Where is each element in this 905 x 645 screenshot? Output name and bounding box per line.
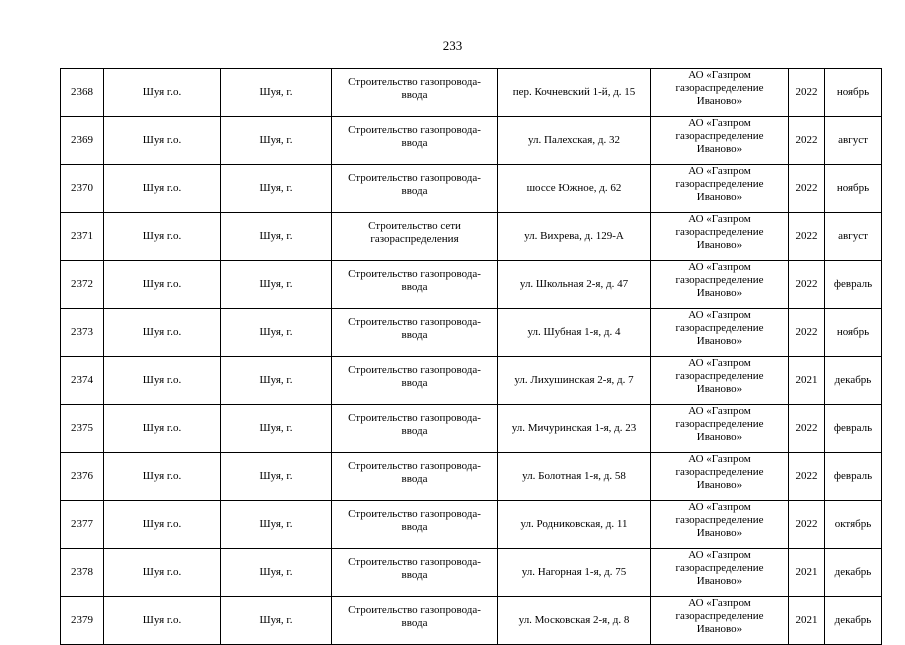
work-type-line: ввода	[401, 281, 428, 293]
row-number: 2373	[61, 309, 104, 357]
year: 2022	[789, 165, 825, 213]
organization-line: АО «Газпром	[688, 213, 751, 225]
work-type	[332, 405, 498, 453]
organization-line: газораспределение	[675, 226, 764, 238]
organization-line: АО «Газпром	[688, 405, 751, 417]
object-address: ул. Лихушинская 2-я, д. 7	[498, 357, 651, 405]
locality: Шуя, г.	[221, 597, 332, 645]
table-row	[61, 69, 882, 117]
organization-line: АО «Газпром	[688, 165, 751, 177]
municipal-district: Шуя г.о.	[104, 501, 221, 549]
month: ноябрь	[825, 165, 882, 213]
year: 2022	[789, 309, 825, 357]
locality: Шуя, г.	[221, 261, 332, 309]
organization	[651, 597, 789, 645]
year: 2021	[789, 549, 825, 597]
organization	[651, 117, 789, 165]
organization	[651, 213, 789, 261]
object-address: шоссе Южное, д. 62	[498, 165, 651, 213]
organization-line: газораспределение	[675, 562, 764, 574]
object-address: ул. Московская 2-я, д. 8	[498, 597, 651, 645]
month: ноябрь	[825, 309, 882, 357]
work-type-line: Строительство газопровода-	[348, 556, 481, 568]
organization-line: газораспределение	[675, 178, 764, 190]
row-number: 2371	[61, 213, 104, 261]
locality: Шуя, г.	[221, 117, 332, 165]
month: декабрь	[825, 549, 882, 597]
year: 2021	[789, 357, 825, 405]
organization-line: Иваново»	[696, 431, 743, 443]
table-row	[61, 213, 882, 261]
object-address: ул. Нагорная 1-я, д. 75	[498, 549, 651, 597]
object-address: ул. Болотная 1-я, д. 58	[498, 453, 651, 501]
work-type	[332, 117, 498, 165]
work-type-line: ввода	[401, 377, 428, 389]
month: февраль	[825, 405, 882, 453]
organization-line: АО «Газпром	[688, 117, 751, 129]
year: 2022	[789, 405, 825, 453]
locality: Шуя, г.	[221, 213, 332, 261]
work-type	[332, 165, 498, 213]
work-type-line: Строительство газопровода-	[348, 508, 481, 520]
work-type-line: Строительство газопровода-	[348, 316, 481, 328]
row-number: 2372	[61, 261, 104, 309]
organization	[651, 549, 789, 597]
organization-line: АО «Газпром	[688, 501, 751, 513]
work-type	[332, 261, 498, 309]
work-type-line: ввода	[401, 521, 428, 533]
year: 2022	[789, 69, 825, 117]
organization-line: Иваново»	[696, 335, 743, 347]
work-type-line: Строительство газопровода-	[348, 172, 481, 184]
work-type	[332, 597, 498, 645]
municipal-district: Шуя г.о.	[104, 261, 221, 309]
work-type-line: Строительство газопровода-	[348, 124, 481, 136]
year: 2022	[789, 213, 825, 261]
organization-line: АО «Газпром	[688, 357, 751, 369]
organization-line: Иваново»	[696, 95, 743, 107]
year: 2021	[789, 597, 825, 645]
work-type-line: ввода	[401, 617, 428, 629]
organization-line: Иваново»	[696, 287, 743, 299]
work-type-line: Строительство сети	[368, 220, 461, 232]
locality: Шуя, г.	[221, 357, 332, 405]
organization-line: АО «Газпром	[688, 453, 751, 465]
municipal-district: Шуя г.о.	[104, 357, 221, 405]
municipal-district: Шуя г.о.	[104, 165, 221, 213]
page-number: 233	[442, 38, 463, 53]
work-type-line: ввода	[401, 473, 428, 485]
work-type	[332, 69, 498, 117]
organization	[651, 405, 789, 453]
organization	[651, 501, 789, 549]
locality: Шуя, г.	[221, 165, 332, 213]
organization-line: газораспределение	[675, 82, 764, 94]
organization-line: Иваново»	[696, 191, 743, 203]
month: декабрь	[825, 597, 882, 645]
table-row	[61, 309, 882, 357]
work-type-line: Строительство газопровода-	[348, 460, 481, 472]
row-number: 2368	[61, 69, 104, 117]
row-number: 2378	[61, 549, 104, 597]
table-row	[61, 261, 882, 309]
organization-line: АО «Газпром	[688, 69, 751, 81]
organization	[651, 165, 789, 213]
table-row	[61, 405, 882, 453]
organization	[651, 357, 789, 405]
work-type-line: Строительство газопровода-	[348, 364, 481, 376]
organization-line: АО «Газпром	[688, 309, 751, 321]
month: декабрь	[825, 357, 882, 405]
table-row	[61, 165, 882, 213]
work-type-line: ввода	[401, 89, 428, 101]
month: февраль	[825, 453, 882, 501]
table-row	[61, 117, 882, 165]
organization-line: Иваново»	[696, 479, 743, 491]
row-number: 2369	[61, 117, 104, 165]
row-number: 2370	[61, 165, 104, 213]
organization-line: Иваново»	[696, 527, 743, 539]
organization	[651, 261, 789, 309]
work-type-line: ввода	[401, 137, 428, 149]
work-type-line: Строительство газопровода-	[348, 412, 481, 424]
locality: Шуя, г.	[221, 69, 332, 117]
organization-line: Иваново»	[696, 239, 743, 251]
work-type-line: ввода	[401, 329, 428, 341]
locality: Шуя, г.	[221, 549, 332, 597]
organization-line: газораспределение	[675, 418, 764, 430]
municipal-district: Шуя г.о.	[104, 309, 221, 357]
object-address: ул. Школьная 2-я, д. 47	[498, 261, 651, 309]
organization-line: Иваново»	[696, 143, 743, 155]
work-type	[332, 309, 498, 357]
month: февраль	[825, 261, 882, 309]
work-type-line: ввода	[401, 425, 428, 437]
organization-line: АО «Газпром	[688, 261, 751, 273]
work-type-line: ввода	[401, 185, 428, 197]
table-row	[61, 501, 882, 549]
locality: Шуя, г.	[221, 309, 332, 357]
organization-line: АО «Газпром	[688, 597, 751, 609]
registry-body	[61, 69, 882, 645]
municipal-district: Шуя г.о.	[104, 453, 221, 501]
object-address: ул. Мичуринская 1-я, д. 23	[498, 405, 651, 453]
table-row	[61, 357, 882, 405]
row-number: 2374	[61, 357, 104, 405]
organization-line: АО «Газпром	[688, 549, 751, 561]
work-type	[332, 549, 498, 597]
table-row	[61, 597, 882, 645]
locality: Шуя, г.	[221, 501, 332, 549]
organization-line: газораспределение	[675, 610, 764, 622]
month: август	[825, 117, 882, 165]
organization	[651, 453, 789, 501]
work-type-line: Строительство газопровода-	[348, 76, 481, 88]
organization-line: газораспределение	[675, 514, 764, 526]
organization-line: газораспределение	[675, 466, 764, 478]
municipal-district: Шуя г.о.	[104, 597, 221, 645]
municipal-district: Шуя г.о.	[104, 213, 221, 261]
work-type	[332, 453, 498, 501]
locality: Шуя, г.	[221, 453, 332, 501]
object-address: ул. Родниковская, д. 11	[498, 501, 651, 549]
year: 2022	[789, 453, 825, 501]
work-type-line: Строительство газопровода-	[348, 604, 481, 616]
organization-line: Иваново»	[696, 383, 743, 395]
organization	[651, 309, 789, 357]
organization-line: Иваново»	[696, 623, 743, 635]
work-type-line: газораспределения	[370, 233, 459, 245]
year: 2022	[789, 117, 825, 165]
year: 2022	[789, 261, 825, 309]
gasification-registry-table	[60, 68, 882, 645]
work-type-line: ввода	[401, 569, 428, 581]
row-number: 2375	[61, 405, 104, 453]
table-row	[61, 453, 882, 501]
month: октябрь	[825, 501, 882, 549]
row-number: 2379	[61, 597, 104, 645]
object-address: ул. Шубная 1-я, д. 4	[498, 309, 651, 357]
organization-line: газораспределение	[675, 370, 764, 382]
municipal-district: Шуя г.о.	[104, 69, 221, 117]
municipal-district: Шуя г.о.	[104, 405, 221, 453]
object-address: ул. Вихрева, д. 129-А	[498, 213, 651, 261]
organization	[651, 69, 789, 117]
work-type	[332, 501, 498, 549]
organization-line: Иваново»	[696, 575, 743, 587]
object-address: ул. Палехская, д. 32	[498, 117, 651, 165]
row-number: 2377	[61, 501, 104, 549]
work-type	[332, 357, 498, 405]
work-type	[332, 213, 498, 261]
municipal-district: Шуя г.о.	[104, 549, 221, 597]
month: август	[825, 213, 882, 261]
object-address: пер. Кочневский 1-й, д. 15	[498, 69, 651, 117]
work-type-line: Строительство газопровода-	[348, 268, 481, 280]
row-number: 2376	[61, 453, 104, 501]
year: 2022	[789, 501, 825, 549]
organization-line: газораспределение	[675, 322, 764, 334]
month: ноябрь	[825, 69, 882, 117]
municipal-district: Шуя г.о.	[104, 117, 221, 165]
table-row	[61, 549, 882, 597]
locality: Шуя, г.	[221, 405, 332, 453]
organization-line: газораспределение	[675, 130, 764, 142]
organization-line: газораспределение	[675, 274, 764, 286]
